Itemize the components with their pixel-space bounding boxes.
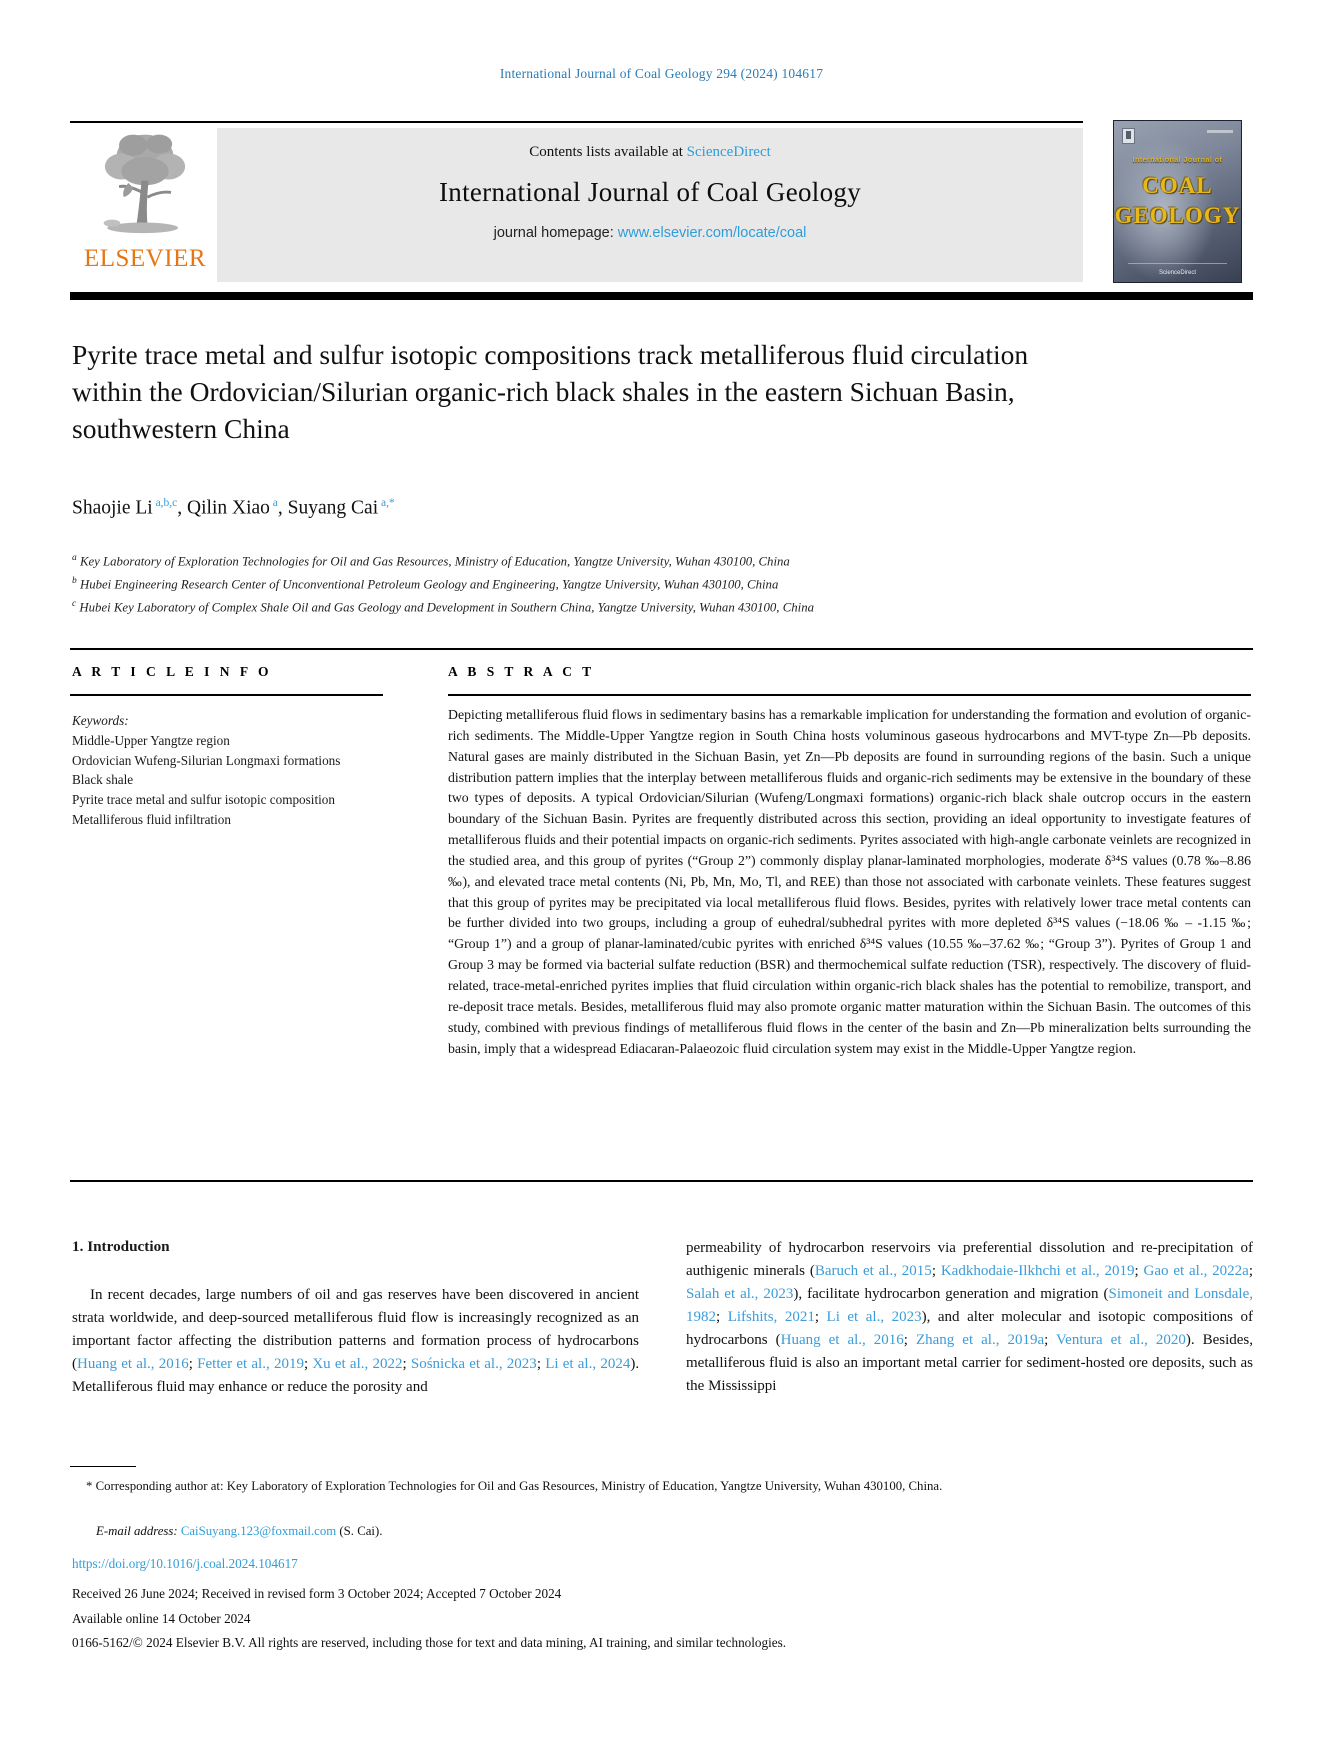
citation-link[interactable]: Salah et al., 2023 — [686, 1286, 794, 1302]
paper-title: Pyrite trace metal and sulfur isotopic compositions track metalliferous fluid circulation within the Ordovician/Silurian organic-rich black shales in the eastern Sichuan Basin, southwestern China — [72, 339, 1029, 444]
citation-link[interactable]: Ventura et al., 2020 — [1056, 1332, 1186, 1348]
keyword: Ordovician Wufeng-Silurian Longmaxi formations — [72, 752, 341, 768]
section-top-divider — [70, 648, 1253, 650]
introduction-column-right — [686, 1237, 1253, 1398]
header-divider — [70, 121, 1083, 123]
text-segment: ; — [536, 1356, 546, 1372]
text-segment: ; — [1134, 1263, 1144, 1279]
text-segment: ; — [1248, 1263, 1253, 1279]
text-segment: ; — [903, 1332, 916, 1348]
author-name: Shaojie Li — [72, 497, 153, 519]
citation-link[interactable]: Fetter et al., 2019 — [197, 1356, 304, 1372]
text-segment: ; — [1044, 1332, 1057, 1348]
footnote-divider — [70, 1466, 136, 1467]
citation-link[interactable]: Li et al., 2024 — [545, 1356, 631, 1372]
keyword: Metalliferous fluid infiltration — [72, 811, 231, 827]
citation-link[interactable]: Simoneit and Lonsdale, 1982 — [686, 1286, 1253, 1325]
keyword: Black shale — [72, 772, 134, 788]
author-affiliation-marker: a — [269, 497, 278, 509]
contents-lists-line — [217, 144, 1083, 161]
email-label: E-mail address: — [96, 1524, 178, 1538]
text-segment: ; — [402, 1356, 411, 1372]
affiliation: $^b$ Hubei Engineering Research Center of Unconventional Petroleum Geology and Engineering, Yangtze University, Wuhan 430100, China — [72, 575, 779, 592]
citation-link[interactable]: Zhang et al., 2019a — [915, 1332, 1045, 1348]
doi-link[interactable]: https://doi.org/10.1016/j.coal.2024.104617 — [72, 1556, 298, 1571]
text-segment: ), facilitate hydrocarbon generation and migration ( — [793, 1286, 1109, 1302]
sciencedirect-link[interactable]: ScienceDirect — [686, 144, 771, 160]
text-segment: ; — [931, 1263, 941, 1279]
keywords-list — [72, 731, 384, 830]
text-segment: ), and alter molecular and isotopic compositions of hydrocarbons ( — [686, 1309, 1253, 1348]
elsevier-logo — [72, 124, 218, 284]
elsevier-wordmark: ELSEVIER — [83, 245, 207, 272]
email-suffix: (S. Cai). — [339, 1524, 383, 1538]
text-segment: permeability of hydrocarbon reservoirs via preferential dissolution and re-precipitation of authigenic minerals ( — [686, 1240, 1253, 1279]
citation-link[interactable]: Baruch et al., 2015 — [814, 1263, 932, 1279]
abstract-bottom-divider — [70, 1180, 1253, 1182]
journal-header-citation: International Journal of Coal Geology 294 (2024) 104617 — [499, 66, 824, 81]
article-info-heading-rule — [70, 694, 383, 696]
author-name: Qilin Xiao — [187, 497, 270, 519]
homepage-label: journal homepage: — [493, 225, 614, 241]
cover-footer-label: ScienceDirect — [1158, 270, 1196, 276]
citation-link[interactable]: Gao et al., 2022a — [1143, 1263, 1249, 1279]
citation-link[interactable]: Xu et al., 2022 — [312, 1356, 403, 1372]
cover-title-geology: GEOLOGY — [1114, 203, 1241, 228]
homepage-link[interactable]: www.elsevier.com/locate/coal — [617, 225, 807, 241]
abstract-text: Depicting metalliferous fluid flows in sedimentary basins has a remarkable implication for understanding the formation and evolution of organic-rich sediments. The Middle-Upper Yangtze region in South China hosts voluminous gaseous hydrocarbons and MVT-type Zn—Pb deposits. Natural gases are mainly distributed in the Sichuan Basin, yet Zn—Pb deposits are found in surrounding regions of the basin. Such a unique distribution pattern implies that the interplay between metalliferous fluids and organic-rich sediments may be extensive in the boundary of these two types of deposits. A typical Ordovician/Silurian (Wufeng/Longmaxi formations) organic-rich black shale outcrop occurs in the eastern boundary of the Sichuan Basin. Pyrites are frequently distributed across this section, providing an ideal opportunity to investigate features of metalliferous fluids and their potential impacts on organic-rich sediments. Pyrites associated with high-angle carbonate veinlets are recognized in the studied area, and this group of pyrites (“Group 2”) commonly display planar-laminated morphologies, moderate δ³⁴S values (0.78 ‰–8.86 ‰), and elevated trace metal contents (Ni, Pb, Mn, Mo, Tl, and REE) than those not associated with carbonate veinlets. These features suggest that this group of pyrites may be precipitated via local metalliferous fluid flows. Besides, pyrites with relatively lower trace metal contents can be further divided into two groups, including a group of euhedral/subhedral pyrites with more depleted δ³⁴S values (−18.06 ‰ – -1.15 ‰; “Group 1”) and a group of planar-laminated/cubic pyrites with enriched δ³⁴S values (10.55 ‰–37.62 ‰; “Group 3”). Pyrites of Group 1 and Group 3 may be formed via bacterial sulfate reduction (BSR) and thermochemical sulfate reduction (TSR), respectively. The discovery of fluid-related, trace-metal-enriched pyrites implies that fluid circulation within organic-rich black shales has the potential to remobilize, transport, and re-deposit trace metals. Besides, metalliferous fluid may also promote organic matter maturation within the Sichuan Basin. The outcomes of this study, combined with previous findings of metalliferous fluid flows in the center of the basin and Zn—Pb mineralization belts surrounding the basin, imply that a widespread Ediacaran-Palaeozoic fluid circulation system may exist in the Middle-Upper Yangtze region. — [448, 707, 1251, 1056]
journal-cover-thumbnail — [1113, 120, 1242, 283]
text-segment: In recent decades, large numbers of oil and gas reserves have been discovered in ancient strata worldwide, and deep-sourced metalliferous fluid flow is increasingly recognized as an important factor affecting the distribution patterns and formation process of hydrocarbons ( — [72, 1287, 639, 1372]
article-info-heading: A R T I C L E I N F O — [72, 664, 273, 679]
corresponding-author-note: * Corresponding author at: Key Laboratory of Exploration Technologies for Oil and Gas Resources, Ministry of Education, Yangtze University, Wuhan 430100, China. — [86, 1479, 943, 1493]
copyright-line: 0166-5162/© 2024 Elsevier B.V. All rights are reserved, including those for text and data mining, AI training, and similar technologies. — [72, 1635, 787, 1650]
elsevier-tree-logo-icon — [86, 124, 204, 242]
cover-title-coal: COAL — [1142, 173, 1213, 198]
introduction-heading: 1. Introduction — [72, 1238, 170, 1255]
journal-banner — [217, 128, 1083, 282]
abstract-heading-rule — [448, 694, 1251, 696]
keyword: Middle-Upper Yangtze region — [72, 732, 230, 748]
cover-publisher-icon — [1122, 128, 1135, 144]
banner-bottom-bar — [70, 292, 1253, 300]
affiliation: $^a$ Key Laboratory of Exploration Technologies for Oil and Gas Resources, Ministry of Education, Yangtze University, Wuhan 430100, China — [72, 553, 790, 569]
abstract-heading: A B S T R A C T — [448, 664, 595, 679]
citation-link[interactable]: Kadkhodaie-Ilkhchi et al., 2019 — [940, 1263, 1135, 1279]
text-segment: ; — [303, 1356, 313, 1372]
cover-footer-line — [1128, 263, 1227, 264]
keywords-block — [72, 711, 384, 830]
citation-link[interactable]: Sośnicka et al., 2023 — [410, 1356, 537, 1372]
citation-link[interactable]: Li et al., 2023 — [826, 1309, 922, 1325]
journal-homepage-line — [217, 225, 1083, 241]
text-segment: ). Metalliferous fluid may enhance or reduce the porosity and — [72, 1356, 640, 1395]
received-dates: Received 26 June 2024; Received in revised form 3 October 2024; Accepted 7 October 2024 — [72, 1586, 562, 1601]
citation-link[interactable]: Lifshits, 2021 — [727, 1309, 815, 1325]
author-name: Suyang Cai — [287, 497, 379, 519]
text-segment: ). Besides, metalliferous fluid is also an important metal carrier for sediment-hosted ore deposits, such as the Mississippi — [686, 1332, 1253, 1394]
text-segment: ; — [814, 1309, 827, 1325]
citation-link[interactable]: Huang et al., 2016 — [77, 1356, 189, 1372]
email-line — [96, 1524, 382, 1539]
text-segment: ; — [716, 1309, 728, 1325]
text-segment: ; — [188, 1356, 198, 1372]
author-affiliation-marker: a,* — [378, 497, 395, 509]
journal-title: International Journal of Coal Geology — [439, 177, 861, 207]
keyword: Pyrite trace metal and sulfur isotopic composition — [72, 792, 335, 808]
available-online-date: Available online 14 October 2024 — [72, 1611, 251, 1626]
affiliation: $^c$ Hubei Key Laboratory of Complex Shale Oil and Gas Geology and Development in Southern China, Yangtze University, Wuhan 430100, China — [72, 598, 814, 614]
citation-link[interactable]: Huang et al., 2016 — [780, 1332, 904, 1348]
contents-prefix: Contents lists available at — [529, 144, 683, 160]
email-link[interactable]: CaiSuyang.123@foxmail.com — [180, 1524, 337, 1538]
introduction-column-left — [72, 1284, 639, 1399]
author-list: Shaojie Li $^{a,b,c}$, Qilin Xiao $^a$, Suyang Cai $^{a,*}$ — [72, 497, 395, 519]
affiliation-list — [72, 549, 1252, 617]
author-affiliation-marker: a,b,c — [152, 497, 178, 509]
keywords-label: Keywords: — [72, 713, 129, 728]
cover-issn-bar — [1207, 130, 1233, 133]
cover-kicker: International Journal of — [1132, 157, 1223, 164]
